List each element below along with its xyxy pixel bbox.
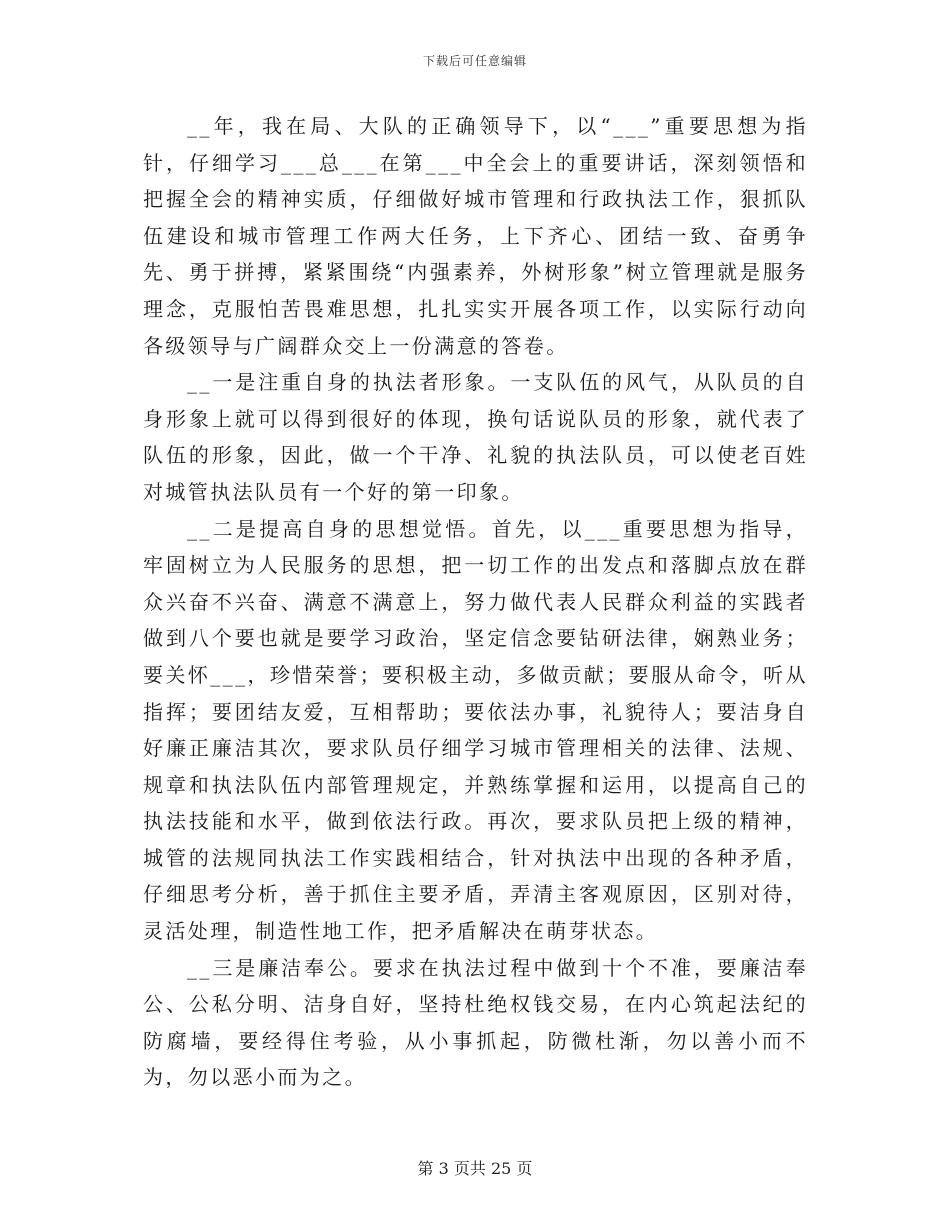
paragraph-point-three: __三是廉洁奉公。要求在执法过程中做到十个不准，要廉洁奉公、公私分明、洁身自好，坚持杜绝权钱交易，在内心筑起法纪的防腐墙，要经得住考验，从小事抓起，防微杜渐，勿以善小而不为，勿以恶小而为之。 bbox=[143, 955, 808, 1090]
document-body bbox=[143, 108, 808, 1096]
page-footer: 第 3 页共 25 页 bbox=[417, 1159, 533, 1178]
page-header: 下载后可任意编辑 bbox=[422, 54, 527, 68]
paragraph-point-two: __二是提高自身的思想觉悟。首先，以___重要思想为指导，牢固树立为人民服务的思想，把一切工作的出发点和落脚点放在群众兴奋不兴奋、满意不满意上，努力做代表人民群众利益的实践者做到八个要也就是要学习政治，坚定信念要钻研法律，娴熟业务；要关怀___，珍惜荣誉；要积极主动，多做贡献；要服从命令，听从指挥；要团结友爱，互相帮助；要依法办事，礼貌待人；要洁身自好廉正廉洁其次，要求队员仔细学习城市管理相关的法律、法规、规章和执法队伍内部管理规定，并熟练掌握和运用，以提高自己的执法技能和水平，做到依法行政。再次，要求队员把上级的精神，城管的法规同执法工作实践相结合，针对执法中出现的各种矛盾，仔细思考分析，善于抓住主要矛盾，弄清主客观原因，区别对待，灵活处理，制造性地工作，把矛盾解决在萌芽状态。 bbox=[143, 516, 808, 944]
paragraph-point-one: __一是注重自身的执法者形象。一支队伍的风气，从队员的自身形象上就可以得到很好的体现，换句话说队员的形象，就代表了队伍的形象，因此，做一个干净、礼貌的执法队员，可以使老百姓对城管执法队员有一个好的第一印象。 bbox=[143, 370, 808, 504]
paragraph-intro: __年，我在局、大队的正确领导下，以“___”重要思想为指针，仔细学习___总___在第___中全会上的重要讲话，深刻领悟和把握全会的精神实质，仔细做好城市管理和行政执法工作，狠抓队伍建设和城市管理工作两大任务，上下齐心、团结一致、奋勇争先、勇于拼搏，紧紧围绕“内强素养，外树形象”树立管理就是服务理念，克服怕苦畏难思想，扎扎实实开展各项工作，以实际行动向各级领导与广阔群众交上一份满意的答卷。 bbox=[143, 114, 808, 358]
